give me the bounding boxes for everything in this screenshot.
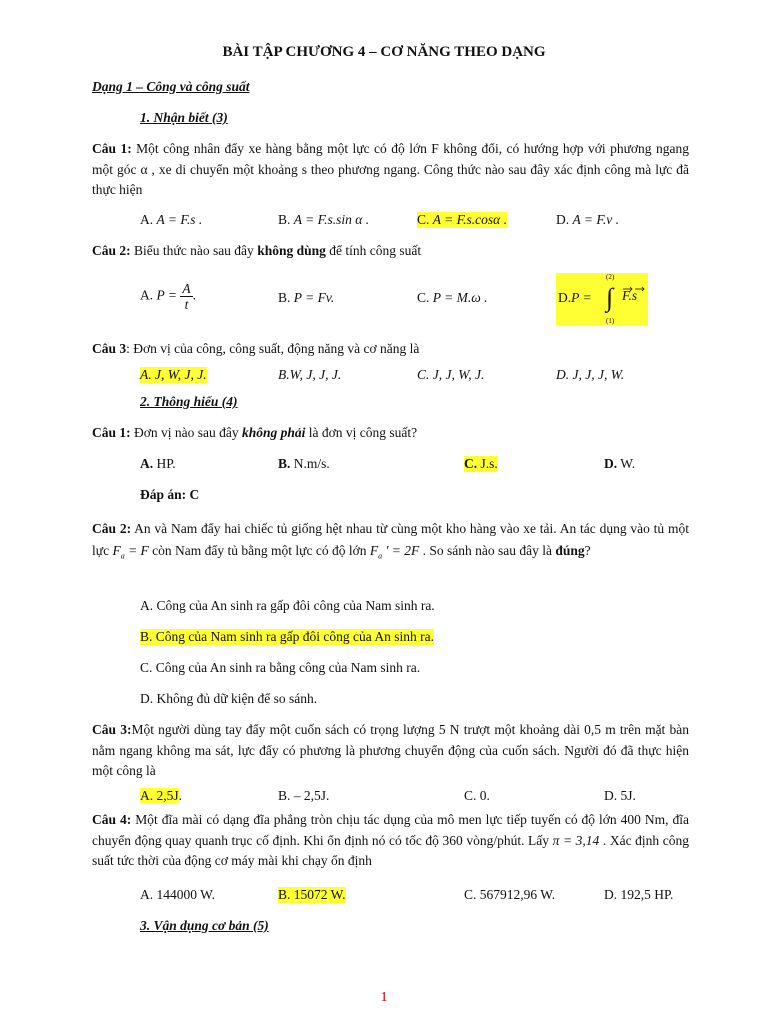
option-d: D. J, J, J, W.: [556, 367, 625, 382]
question-4-comprehension: Câu 4: Một đĩa mài có dạng đĩa phẳng tròn chịu tác dụng của mô men lực tiếp tuyến có độ lớn 400 Nm, đĩa chuyển động quay quanh trục cố định. Khi ổn định nó có tốc độ 360 vòng/phút. Lấy π = 3,14 . Xác định công suất tức thời của động cơ máy mài khi chạy ổn định: [92, 812, 689, 868]
question-2-comprehension: Câu 2: An và Nam đẩy hai chiếc tủ giống hệt nhau từ cùng một kho hàng vào xe tải. An tác dụng vào tủ một lực $F_a = F$ còn Nam đẩy tủ bằng một lực có độ lớn $F_a$ ' = 2F . So sánh nào sau đây là đúng?: [92, 521, 689, 561]
option-d: D. Không đủ dữ kiện để so sánh.: [140, 691, 318, 706]
option-c: C. J, J, W, J.: [417, 367, 485, 382]
option-a-highlighted: A. 2,5J.: [140, 788, 183, 803]
subsection-heading-thong-hieu: 2. Thông hiểu (4): [140, 394, 238, 409]
question-label: Câu 1:: [92, 141, 132, 156]
option-a-highlighted: A. J, W, J, J.: [140, 367, 207, 382]
option-a: A. 144000 W.: [140, 887, 216, 902]
option-d-highlighted: D.P = (2) ∫ (1) F.s: [556, 273, 648, 325]
integral-sign: (2) ∫ (1): [606, 273, 615, 325]
option-a: A. Công của An sinh ra gấp đôi công của Nam sinh ra.: [140, 598, 435, 613]
answer-label: Đáp án: C: [140, 487, 200, 502]
question-1-recognition: [92, 139, 689, 201]
option-a: A. A = F.s .: [140, 212, 203, 227]
subsection-heading-van-dung: 3. Vận dụng cơ bản (5): [140, 918, 269, 933]
option-c-highlighted: C. A = F.s.cosα .: [417, 212, 507, 227]
option-c: C. 0.: [464, 788, 490, 803]
vector-expression: F.s: [622, 288, 637, 304]
vector-arrows: [622, 285, 646, 293]
option-d: D. W.: [604, 456, 636, 471]
question-1-comprehension: Câu 1: Đơn vị nào sau đây không phải là đơn vị công suất?: [92, 425, 418, 440]
option-b: B. – 2,5J.: [278, 788, 330, 803]
question-3-recognition: Câu 3: Đơn vị của công, công suất, động năng và cơ năng là: [92, 341, 420, 356]
page-number: 1: [380, 990, 388, 1005]
option-a: A. P = $\frac{A}{t}$ .: [140, 281, 196, 312]
section-heading-dang1: Dạng 1 – Công và công suất: [92, 79, 250, 94]
option-d: D. A = F.v .: [556, 212, 619, 227]
subsection-heading-nhan-biet: 1. Nhận biết (3): [140, 110, 228, 125]
option-c: C. Công của An sinh ra bằng công của Nam sinh ra.: [140, 660, 421, 675]
option-b-highlighted: B. 15072 W.: [278, 887, 346, 902]
option-b: B. A = F.s.sin α .: [278, 212, 370, 227]
option-b: B. N.m/s.: [278, 456, 330, 471]
question-text: Một công nhân đẩy xe hàng bằng một lực có độ lớn F không đổi, có hướng hợp với phương ngang một góc α , xe di chuyển một khoảng s theo phương ngang. Công thức nào sau đây xác định công mà lực đã thực hiện: [92, 141, 689, 197]
option-c: C. 567912,96 W.: [464, 887, 556, 902]
fraction: $\frac{A}{t}$: [182, 281, 191, 312]
option-a: A. HP.: [140, 456, 176, 471]
option-d: D. 192,5 HP.: [604, 887, 674, 902]
page-title: BÀI TẬP CHƯƠNG 4 – CƠ NĂNG THEO DẠNG: [222, 44, 546, 60]
option-b: B.W, J, J, J.: [278, 367, 342, 382]
option-d: D. 5J.: [604, 788, 636, 803]
question-3-comprehension: Câu 3:Một người dùng tay đẩy một cuốn sách có trọng lượng 5 N trượt một khoảng dài 0,5 m trên mặt bàn nằm ngang không ma sát, lực đẩy có phương là phương chuyển động của cuốn sách. Người đó đã thực hiện một công là: [92, 722, 689, 778]
option-c: C. P = M.ω .: [417, 290, 488, 305]
question-2-recognition: Câu 2: Biểu thức nào sau đây không dùng để tính công suất: [92, 243, 422, 258]
option-b: B. P = Fv.: [278, 290, 335, 305]
option-c-highlighted: C. J.s.: [464, 456, 498, 471]
option-b-highlighted: B. Công của Nam sinh ra gấp đôi công của An sinh ra.: [140, 629, 434, 644]
